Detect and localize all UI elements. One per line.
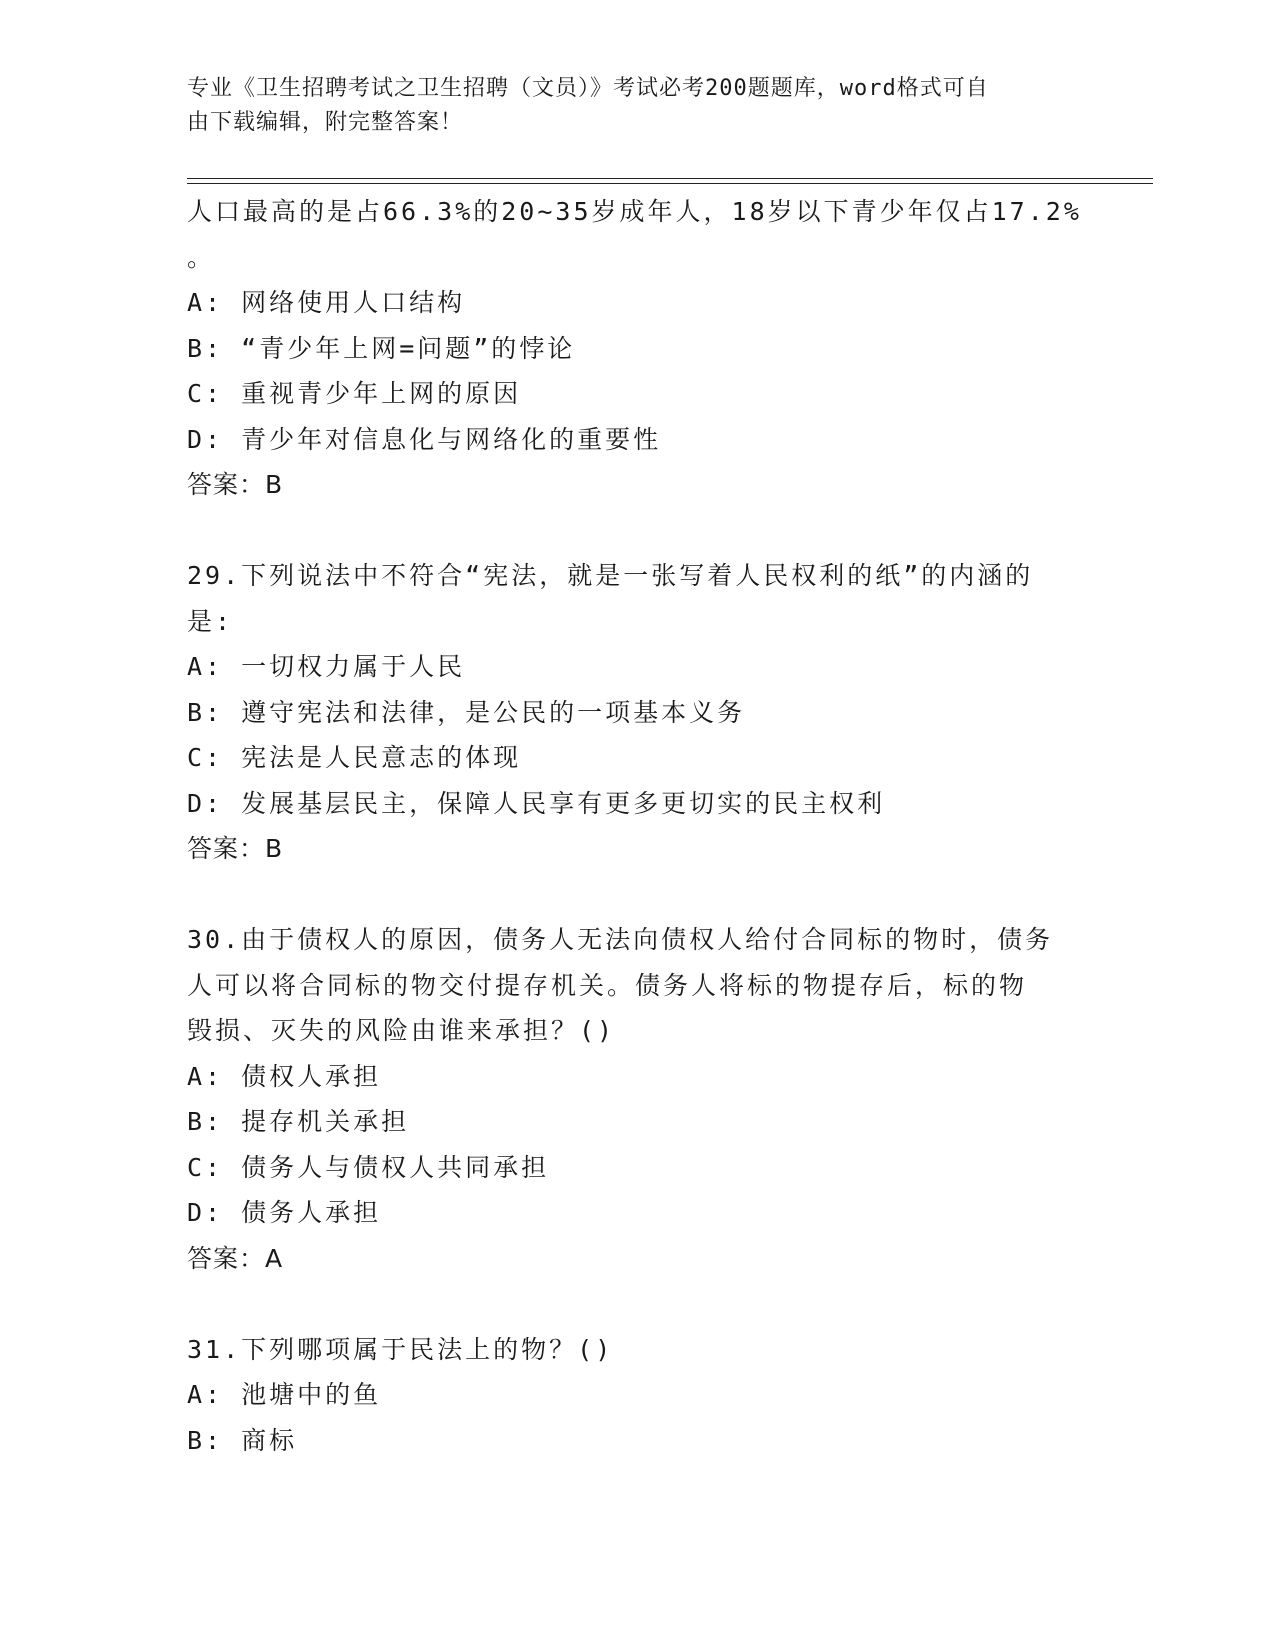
question-stem-line: 31.下列哪项属于民法上的物？() <box>187 1334 614 1364</box>
header-divider-top <box>187 178 1153 179</box>
question-list <box>187 189 1087 1463</box>
option-d: D: 债务人承担 <box>187 1198 382 1227</box>
question-spacer <box>187 508 1087 554</box>
answer-line: 答案：A <box>187 1243 284 1273</box>
question-stem-line: 毁损、灭失的风险由谁来承担？() <box>187 1016 616 1045</box>
option-b: B: “青少年上网=问题”的悖论 <box>187 333 576 363</box>
question-28 <box>187 189 1087 508</box>
header-line-2: 由下载编辑，附完整答案！ <box>187 110 464 135</box>
answer-line: 答案：B <box>187 470 284 499</box>
option-b: B: 商标 <box>187 1425 298 1455</box>
question-30 <box>187 917 1087 1281</box>
answer-line: 答案：B <box>187 834 284 863</box>
option-a: A: 网络使用人口结构 <box>187 288 466 317</box>
question-spacer <box>187 1281 1087 1327</box>
question-stem-line: 29.下列说法中不符合“宪法，就是一张写着人民权利的纸”的内涵的 <box>187 561 1034 590</box>
question-stem-line: 30.由于债权人的原因，债务人无法向债权人给付合同标的物时，债务 <box>187 925 1054 954</box>
option-a: A: 池塘中的鱼 <box>187 1380 382 1409</box>
option-c: C: 重视青少年上网的原因 <box>187 379 522 408</box>
question-stem-line: 。 <box>187 242 216 272</box>
option-d: D: 发展基层民主，保障人民享有更多更切实的民主权利 <box>187 788 886 818</box>
question-stem-line: 是: <box>187 606 234 636</box>
option-a: A: 债权人承担 <box>187 1061 382 1091</box>
header-line-1: 专业《卫生招聘考试之卫生招聘（文员）》考试必考200题题库，word格式可自 <box>187 76 989 101</box>
document-header <box>187 72 1067 140</box>
question-31 <box>187 1327 1087 1464</box>
question-spacer <box>187 872 1087 918</box>
option-b: B: 遵守宪法和法律，是公民的一项基本义务 <box>187 697 746 727</box>
question-29 <box>187 553 1087 872</box>
option-c: C: 债务人与债权人共同承担 <box>187 1152 550 1182</box>
question-stem-line: 人口最高的是占66.3%的20~35岁成年人，18岁以下青少年仅占17.2% <box>187 197 1082 226</box>
question-stem-line: 人可以将合同标的物交付提存机关。债务人将标的物提存后，标的物 <box>187 970 1028 1000</box>
option-a: A: 一切权力属于人民 <box>187 652 466 681</box>
header-divider-bottom <box>187 183 1153 184</box>
option-d: D: 青少年对信息化与网络化的重要性 <box>187 424 662 454</box>
option-b: B: 提存机关承担 <box>187 1107 410 1136</box>
option-c: C: 宪法是人民意志的体现 <box>187 743 522 772</box>
